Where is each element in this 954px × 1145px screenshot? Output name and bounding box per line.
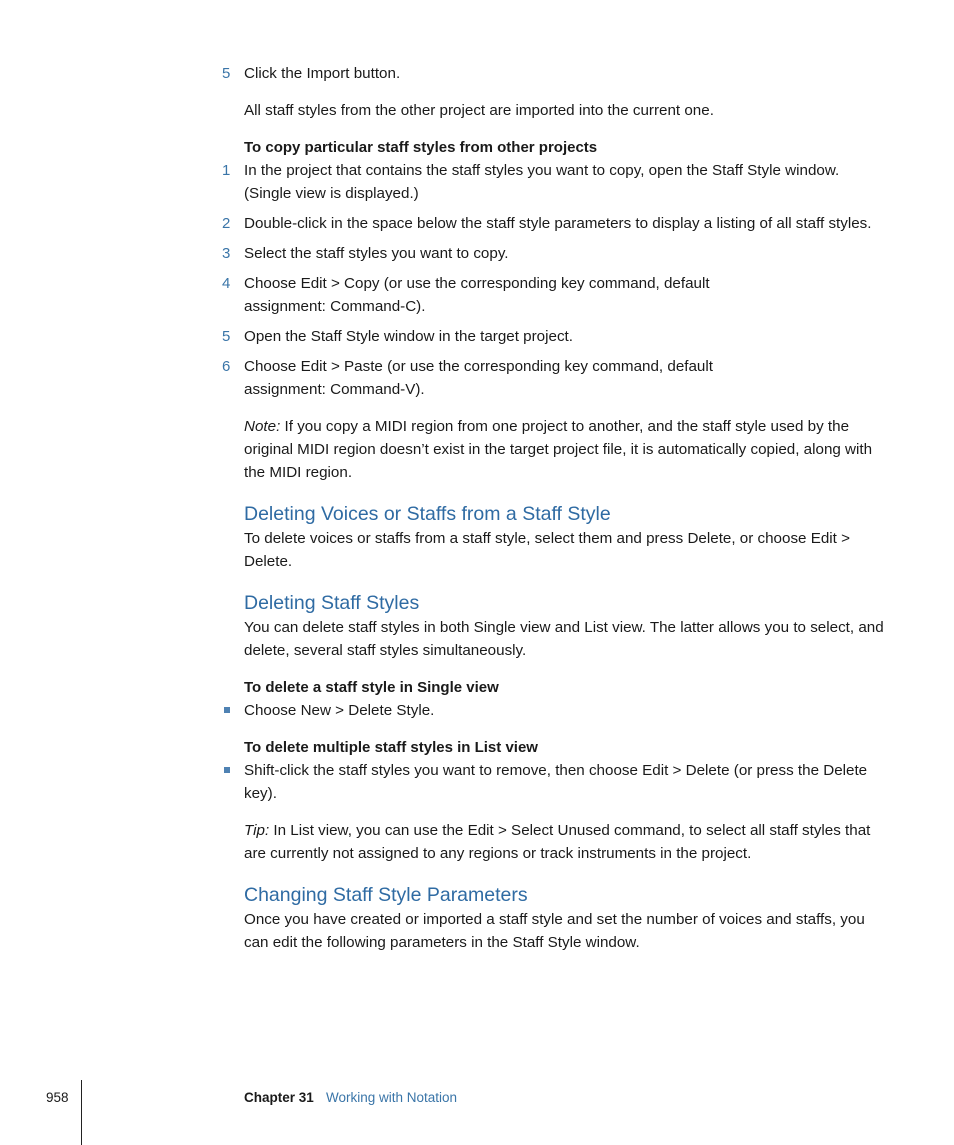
copy-step: [222, 159, 884, 205]
copy-procedure-heading: To copy particular staff styles from other projects: [244, 139, 598, 156]
copy-step: [222, 242, 884, 265]
step-number: 6: [222, 358, 231, 375]
tip-paragraph: [244, 819, 884, 865]
step-text: Double-click in the space below the staff style parameters to display a listing of all staff styles.: [244, 215, 872, 232]
note-label: Note:: [244, 418, 281, 435]
section-heading-deleting-voices: Deleting Voices or Staffs from a Staff Style: [244, 503, 611, 525]
note-text: If you copy a MIDI region from one project to another, and the staff style used by the original MIDI region doesn’t exist in the target project file, it is automatically copied, along with the MIDI region.: [244, 418, 873, 481]
step-import: [222, 62, 884, 85]
step-number: 5: [222, 328, 231, 345]
step-text: Select the staff styles you want to copy.: [244, 245, 509, 262]
deleting-voices-body: To delete voices or staffs from a staff style, select them and press Delete, or choose Edit > Delete.: [244, 530, 850, 570]
step-text: Click the Import button.: [244, 65, 401, 82]
bullet-square-icon: [224, 707, 230, 713]
import-result: All staff styles from the other project are imported into the current one.: [244, 102, 714, 119]
chapter-title: Working with Notation: [326, 1090, 458, 1105]
tip-label: Tip:: [244, 822, 270, 839]
bullet-text: Choose New > Delete Style.: [244, 702, 435, 719]
note-paragraph: [244, 415, 884, 484]
page-footer: [0, 1080, 954, 1145]
step-text: Choose Edit > Paste (or use the corresponding key command, default assignment: Command-V).: [244, 358, 713, 398]
step-number: 3: [222, 245, 231, 262]
chapter-label: Chapter 31: [244, 1090, 314, 1105]
bullet-text: Shift-click the staff styles you want to remove, then choose Edit > Delete (or press the Delete key).: [244, 762, 868, 802]
step-text: In the project that contains the staff styles you want to copy, open the Staff Style window. (Single view is displayed.): [244, 162, 840, 202]
step-number: 2: [222, 215, 231, 232]
list-view-heading: To delete multiple staff styles in List view: [244, 739, 538, 756]
copy-step: [222, 272, 764, 318]
copy-step: [222, 325, 884, 348]
bullet-item: [244, 699, 884, 722]
bullet-square-icon: [224, 767, 230, 773]
page-content: [222, 62, 884, 954]
step-number: 1: [222, 162, 231, 179]
copy-step: [222, 355, 764, 401]
section-heading-deleting-styles: Deleting Staff Styles: [244, 592, 420, 614]
changing-params-body: Once you have created or imported a staff style and set the number of voices and staffs, you can edit the following parameters in the Staff Style window.: [244, 911, 865, 951]
step-number: 4: [222, 275, 231, 292]
tip-text: In List view, you can use the Edit > Select Unused command, to select all staff styles that are currently not assigned to any regions or track instruments in the project.: [244, 822, 871, 862]
step-text: Choose Edit > Copy (or use the corresponding key command, default assignment: Command-C).: [244, 275, 710, 315]
single-view-heading: To delete a staff style in Single view: [244, 679, 499, 696]
copy-step: [222, 212, 884, 235]
step-number: 5: [222, 65, 231, 82]
deleting-styles-body: You can delete staff styles in both Single view and List view. The latter allows you to select, and delete, several staff styles simultaneously.: [244, 619, 884, 659]
footer-divider: [81, 1080, 82, 1145]
section-heading-changing-params: Changing Staff Style Parameters: [244, 884, 528, 906]
bullet-item: [244, 759, 884, 805]
step-text: Open the Staff Style window in the target project.: [244, 328, 573, 345]
page-number: 958: [46, 1090, 69, 1105]
